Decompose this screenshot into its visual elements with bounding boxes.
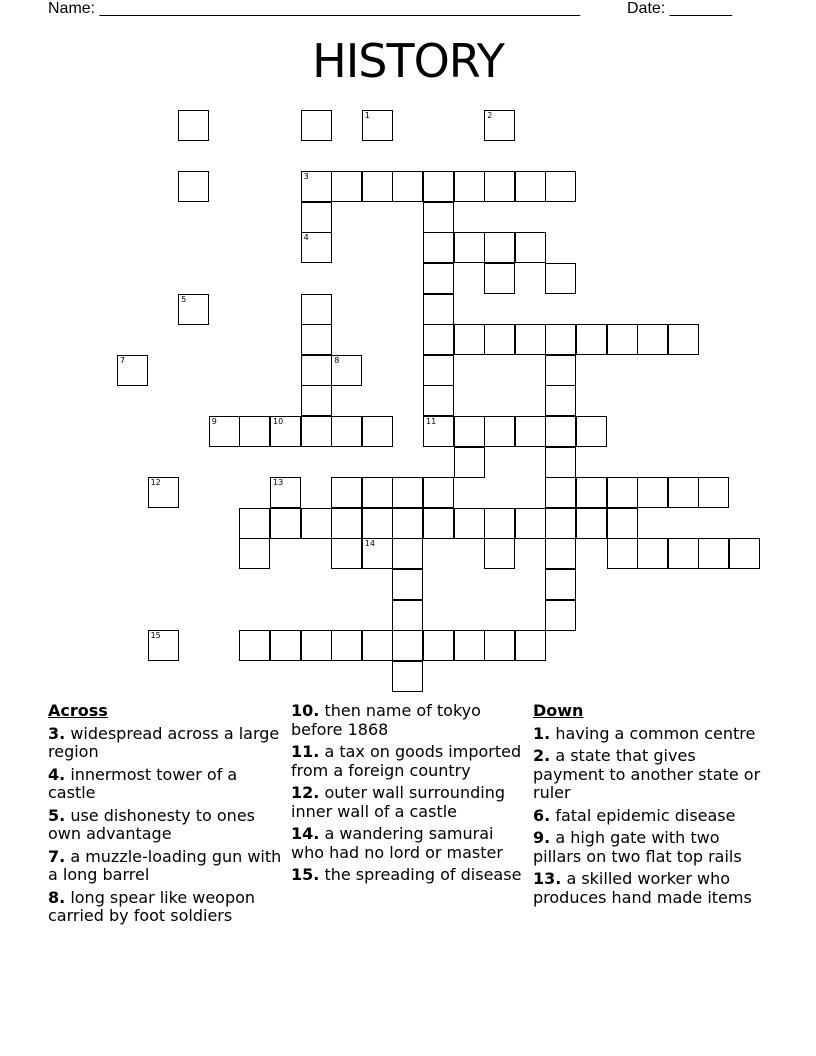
clue-item	[533, 807, 769, 826]
crossword-cell[interactable]	[392, 569, 423, 600]
crossword-cell[interactable]	[239, 538, 270, 569]
clue-item-text: having a common centre	[555, 723, 756, 743]
crossword-cell[interactable]	[423, 477, 454, 508]
clue-item-number: 4.	[48, 764, 66, 784]
clue-number: 9	[211, 417, 217, 426]
clue-number: 13	[273, 478, 284, 488]
crossword-cell[interactable]	[454, 416, 485, 447]
crossword-cell[interactable]	[545, 171, 576, 202]
crossword-cell[interactable]	[423, 324, 454, 355]
crossword-cell[interactable]	[423, 171, 454, 202]
clue-item	[48, 766, 284, 803]
clue-item	[48, 889, 284, 926]
crossword-cell[interactable]	[484, 110, 515, 141]
crossword-cell[interactable]	[698, 538, 729, 569]
crossword-cell[interactable]	[301, 416, 332, 447]
crossword-cell[interactable]	[423, 202, 454, 233]
crossword-cell[interactable]	[392, 477, 423, 508]
crossword-cell[interactable]	[423, 508, 454, 539]
crossword-cell[interactable]	[270, 416, 301, 447]
crossword-cell[interactable]	[423, 385, 454, 416]
crossword-cell[interactable]	[576, 324, 607, 355]
crossword-cell[interactable]	[423, 263, 454, 294]
crossword-cell[interactable]	[484, 508, 515, 539]
crossword-cell[interactable]	[484, 232, 515, 263]
crossword-cell[interactable]	[178, 110, 209, 141]
crossword-cell[interactable]	[301, 385, 332, 416]
clue-item-number: 12.	[291, 783, 320, 802]
crossword-cell[interactable]	[301, 110, 332, 141]
clue-item-text: fatal epidemic disease	[555, 805, 736, 825]
crossword-cell[interactable]	[454, 171, 485, 202]
crossword-cell[interactable]	[607, 508, 638, 539]
across-clues	[48, 702, 284, 930]
crossword-cell[interactable]	[545, 416, 576, 447]
crossword-cell[interactable]	[545, 385, 576, 416]
crossword-cell[interactable]	[607, 477, 638, 508]
across-clues-continued	[291, 702, 527, 889]
clue-item-number: 11.	[291, 742, 320, 761]
crossword-cell[interactable]	[362, 110, 393, 141]
crossword-cell[interactable]	[331, 630, 362, 661]
crossword-cell[interactable]	[454, 630, 485, 661]
crossword-cell[interactable]	[392, 661, 423, 692]
crossword-cell[interactable]	[331, 538, 362, 569]
crossword-cell[interactable]	[607, 324, 638, 355]
clue-item-number: 5.	[48, 805, 66, 825]
crossword-cell[interactable]	[515, 171, 546, 202]
crossword-cell[interactable]	[270, 477, 301, 508]
crossword-cell[interactable]	[545, 477, 576, 508]
clue-item-text: a high gate with two pillars on two flat top rails	[533, 828, 742, 866]
crossword-cell[interactable]	[239, 630, 270, 661]
crossword-cell[interactable]	[637, 477, 668, 508]
clue-number: 10	[273, 417, 284, 426]
crossword-cell[interactable]	[392, 630, 423, 661]
clue-item	[291, 784, 527, 821]
crossword-cell[interactable]	[362, 630, 393, 661]
crossword-cell[interactable]	[331, 508, 362, 539]
clue-item	[291, 866, 527, 885]
crossword-cell[interactable]	[484, 263, 515, 294]
crossword-cell[interactable]	[239, 416, 270, 447]
crossword-cell[interactable]	[331, 416, 362, 447]
crossword-cell[interactable]	[392, 508, 423, 539]
clue-item	[48, 848, 284, 885]
clue-item	[533, 829, 769, 866]
across-heading: Across	[48, 701, 108, 720]
crossword-cell[interactable]	[362, 477, 393, 508]
clue-item-text: outer wall surrounding inner wall of a castle	[291, 783, 505, 821]
crossword-cell[interactable]	[545, 263, 576, 294]
crossword-cell[interactable]	[423, 416, 454, 447]
crossword-cell[interactable]	[239, 508, 270, 539]
clue-item	[48, 807, 284, 844]
crossword-cell[interactable]	[484, 538, 515, 569]
clue-number: 2	[487, 111, 493, 120]
clue-item-text: a skilled worker who produces hand made items	[533, 869, 752, 907]
clue-item-number: 13.	[533, 869, 562, 888]
crossword-cell[interactable]	[331, 171, 362, 202]
crossword-cell[interactable]	[637, 538, 668, 569]
clue-item-text: a wandering samurai who had no lord or master	[291, 824, 503, 862]
crossword-cell[interactable]	[545, 508, 576, 539]
crossword-cell[interactable]	[545, 569, 576, 600]
date-line: Date: _______	[627, 0, 732, 17]
clue-item-number: 2.	[533, 746, 551, 765]
clue-number: 12	[150, 478, 161, 488]
crossword-cell[interactable]	[301, 630, 332, 661]
clue-item-number: 10.	[291, 701, 320, 720]
clue-number: 11	[426, 417, 437, 426]
clue-item-text: use dishonesty to ones own advantage	[48, 805, 255, 843]
crossword-cell[interactable]	[668, 324, 699, 355]
crossword-cell[interactable]	[178, 171, 209, 202]
clue-number: 14	[364, 539, 375, 549]
clue-item	[533, 747, 769, 803]
clue-number: 3	[303, 172, 309, 182]
crossword-cell[interactable]	[454, 447, 485, 478]
crossword-cell[interactable]	[515, 508, 546, 539]
clue-item-text: long spear like weopon carried by foot soldiers	[48, 887, 256, 925]
clue-item-text: a tax on goods imported from a foreign country	[291, 742, 522, 780]
crossword-cell[interactable]	[484, 324, 515, 355]
crossword-cell[interactable]	[362, 538, 393, 569]
clue-item-text: innermost tower of a castle	[48, 764, 238, 802]
clue-number: 15	[150, 631, 161, 641]
clue-item-text: the spreading of disease	[324, 865, 522, 884]
crossword-cell[interactable]	[484, 171, 515, 202]
clue-item-number: 7.	[48, 846, 66, 866]
crossword-cell[interactable]	[668, 538, 699, 569]
crossword-cell[interactable]	[454, 324, 485, 355]
clue-item-text: widespread across a large region	[48, 723, 280, 761]
crossword-cell[interactable]	[545, 355, 576, 386]
clue-item	[533, 870, 769, 907]
crossword-cell[interactable]	[362, 508, 393, 539]
clue-item	[291, 702, 527, 739]
crossword-cell[interactable]	[331, 477, 362, 508]
crossword-cell[interactable]	[637, 324, 668, 355]
clue-item-number: 14.	[291, 824, 320, 843]
clue-number: 5	[181, 294, 187, 304]
crossword-cell[interactable]	[117, 355, 148, 386]
crossword-cell[interactable]	[423, 294, 454, 325]
clue-item	[291, 743, 527, 780]
crossword-cell[interactable]	[454, 508, 485, 539]
page-title: HISTORY	[312, 34, 504, 88]
name-line: Name: ______________________________________________________	[48, 0, 581, 17]
crossword-cell[interactable]	[301, 508, 332, 539]
clue-item-number: 8.	[48, 887, 66, 907]
clue-number: 8	[334, 355, 340, 365]
clue-item-number: 9.	[533, 828, 551, 847]
crossword-cell[interactable]	[515, 324, 546, 355]
clue-item-number: 6.	[533, 805, 551, 825]
crossword-cell[interactable]	[515, 232, 546, 263]
crossword-cell[interactable]	[576, 477, 607, 508]
crossword-cell[interactable]	[301, 171, 332, 202]
crossword-cell[interactable]	[668, 477, 699, 508]
crossword-cell[interactable]	[545, 324, 576, 355]
crossword-cell[interactable]	[545, 600, 576, 631]
clue-item-text: then name of tokyo before 1868	[291, 701, 481, 739]
clue-number: 4	[303, 233, 309, 243]
crossword-cell[interactable]	[729, 538, 760, 569]
crossword-cell[interactable]	[301, 232, 332, 263]
crossword-cell[interactable]	[209, 416, 240, 447]
crossword-cell[interactable]	[423, 630, 454, 661]
crossword-cell[interactable]	[423, 232, 454, 263]
crossword-cell[interactable]	[301, 355, 332, 386]
clue-item-number: 15.	[291, 865, 320, 884]
clue-item	[291, 825, 527, 862]
clue-number: 1	[364, 111, 370, 120]
clue-item	[533, 725, 769, 744]
crossword-cell[interactable]	[515, 630, 546, 661]
crossword-cell[interactable]	[178, 294, 209, 325]
crossword-cell[interactable]	[576, 508, 607, 539]
crossword-cell[interactable]	[270, 630, 301, 661]
crossword-cell[interactable]	[607, 538, 638, 569]
crossword-cell[interactable]	[545, 447, 576, 478]
crossword-cell[interactable]	[484, 630, 515, 661]
crossword-cell[interactable]	[148, 630, 179, 661]
crossword-cell[interactable]	[515, 416, 546, 447]
crossword-cell[interactable]	[392, 600, 423, 631]
crossword-cell[interactable]	[362, 171, 393, 202]
down-clues	[533, 702, 769, 911]
clue-item-number: 3.	[48, 723, 66, 743]
crossword-cell[interactable]	[301, 202, 332, 233]
crossword-cell[interactable]	[331, 355, 362, 386]
crossword-cell[interactable]	[301, 324, 332, 355]
crossword-cell[interactable]	[484, 416, 515, 447]
crossword-cell[interactable]	[392, 171, 423, 202]
clue-number: 7	[120, 355, 126, 365]
clue-item-text: a state that gives payment to another state or ruler	[533, 746, 761, 802]
crossword-cell[interactable]	[392, 538, 423, 569]
crossword-cell[interactable]	[362, 416, 393, 447]
crossword-cell[interactable]	[545, 538, 576, 569]
crossword-cell[interactable]	[148, 477, 179, 508]
clue-item-number: 1.	[533, 723, 551, 743]
crossword-cell[interactable]	[454, 232, 485, 263]
crossword-cell[interactable]	[423, 355, 454, 386]
clue-item-text: a muzzle-loading gun with a long barrel	[48, 846, 282, 884]
crossword-cell[interactable]	[698, 477, 729, 508]
clue-item	[48, 725, 284, 762]
down-heading: Down	[533, 701, 584, 720]
crossword-cell[interactable]	[301, 294, 332, 325]
crossword-cell[interactable]	[270, 508, 301, 539]
crossword-cell[interactable]	[576, 416, 607, 447]
